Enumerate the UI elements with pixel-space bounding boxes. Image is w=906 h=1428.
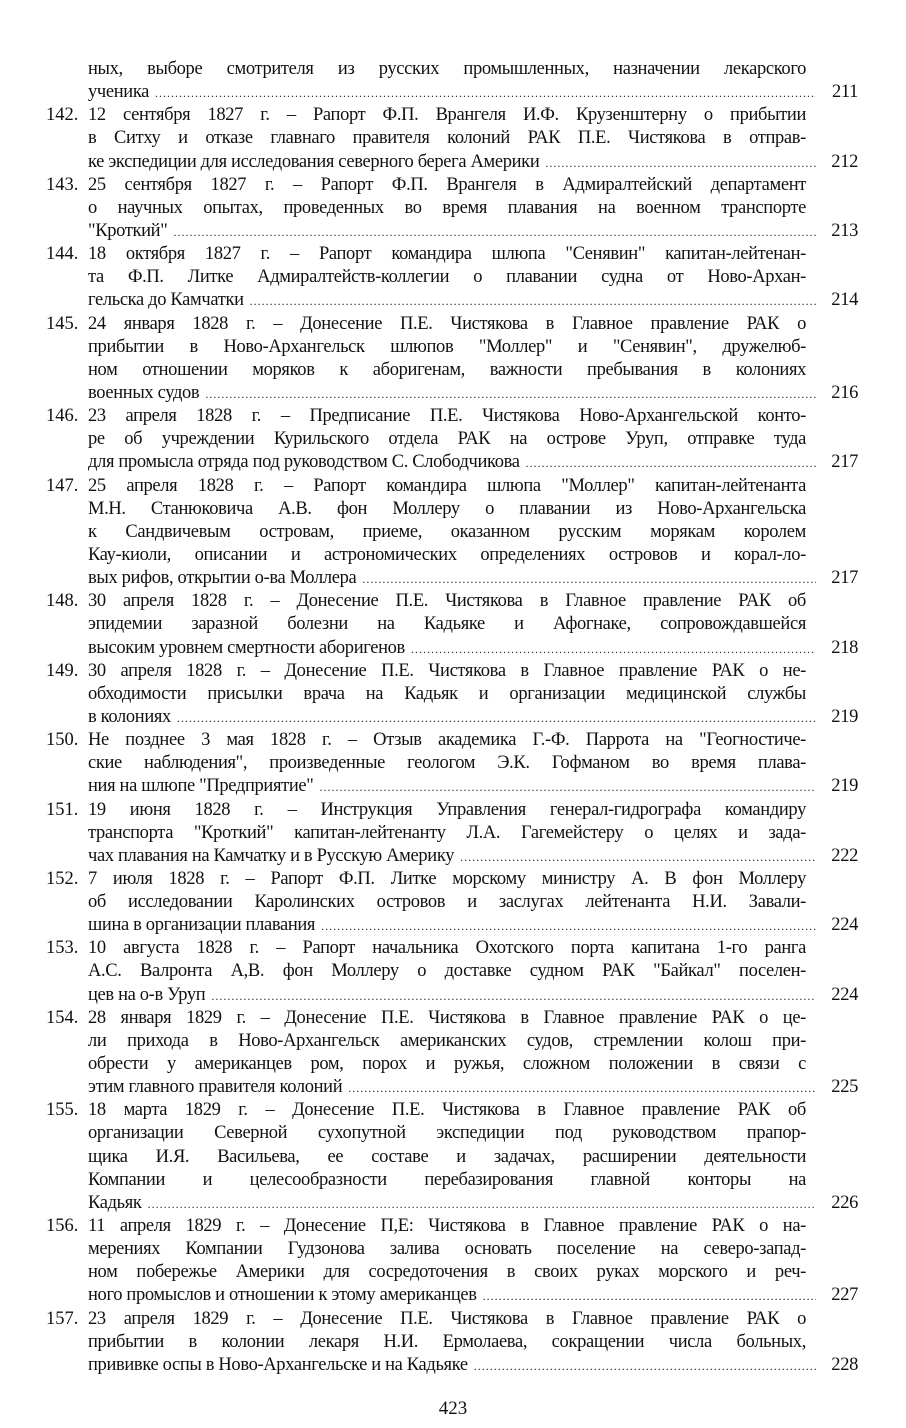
entry-last-line — [88, 845, 858, 868]
entry-text-line: 23 апреля 1829 г. – Донесение П.Е. Чистякова в Главное правление РАК о — [88, 1308, 806, 1329]
entry-page-number: 219 — [831, 706, 858, 727]
entry-number: 148. — [46, 591, 79, 612]
entry-page-number: 217 — [831, 452, 858, 473]
entry-number: 156. — [46, 1216, 79, 1237]
entry-text-line: 30 апреля 1828 г. – Донесение П.Е. Чистякова в Главное правление РАК об — [88, 591, 806, 612]
entry-page-number: 224 — [831, 984, 858, 1005]
entry-last-line — [88, 1284, 858, 1307]
entry-number: 157. — [46, 1308, 79, 1329]
entry-number: 149. — [46, 660, 79, 681]
dot-leader — [250, 290, 816, 313]
entry-text-line: "Кроткий" — [88, 220, 168, 241]
entry-number: 144. — [46, 244, 79, 265]
entry-text-line: М.Н. Станюковича А.В. фон Моллеру о плавании из Ново-Архангельска — [88, 498, 806, 519]
entry-text-line: 23 апреля 1828 г. – Предписание П.Е. Чистякова Ново-Архангельской конто- — [88, 406, 806, 427]
entry-text-line: та Ф.П. Литке Адмиралтейств-коллегии о плавании судна от Ново-Архан- — [88, 267, 806, 288]
toc-entry — [0, 1215, 906, 1308]
toc-entry — [0, 475, 906, 591]
entry-page-number: 214 — [831, 290, 858, 311]
entry-text-line: Кадьяк — [88, 1192, 142, 1213]
dot-leader — [474, 1355, 816, 1378]
entry-text-line: в колониях — [88, 706, 171, 727]
entry-text-line: 25 сентября 1827 г. – Рапорт Ф.П. Врангеля в Адмиралтейский департамент — [88, 174, 806, 195]
dot-leader — [148, 1193, 816, 1216]
entry-text-line: прививке оспы в Ново-Архангельске и на Кадьяке — [88, 1354, 468, 1375]
dot-leader — [460, 846, 816, 869]
toc-entry — [0, 405, 906, 474]
entry-text-line: А.С. Валронта А,В. фон Моллеру о доставке судном РАК "Байкал" поселен- — [88, 961, 806, 982]
entry-text-line: в Ситху и отказе главнаго правителя колоний РАК П.Е. Чистякова в отправ- — [88, 128, 806, 149]
dot-leader — [211, 985, 816, 1008]
entry-number: 155. — [46, 1100, 79, 1121]
entry-text-line: ных, выборе смотрителя из русских промышленных, назначении лекарского — [88, 59, 806, 79]
toc-entry — [0, 729, 906, 798]
entry-text-line: мерениях Компании Гудзонова залива основать поселение на северо-запад- — [88, 1239, 806, 1260]
entry-page-number: 212 — [831, 151, 858, 172]
entry-text-line: 12 сентября 1827 г. – Рапорт Ф.П. Врангеля И.Ф. Крузенштерну о прибытии — [88, 105, 806, 126]
entry-text-line: ния на шлюпе "Предприятие" — [88, 776, 314, 797]
dot-leader — [526, 452, 816, 475]
entry-page-number: 213 — [831, 220, 858, 241]
entry-last-line — [88, 151, 858, 174]
toc-entry — [0, 58, 906, 104]
toc-entry — [0, 1099, 906, 1215]
entry-last-line — [88, 1354, 858, 1377]
entry-number: 150. — [46, 730, 79, 751]
entry-text-line: 28 января 1829 г. – Донесение П.Е. Чистякова в Главное правление РАК о це- — [88, 1007, 806, 1028]
entry-text-line: чах плавания на Камчатку и в Русскую Америку — [88, 845, 455, 866]
toc-entry — [0, 243, 906, 312]
entry-page-number: 211 — [831, 82, 858, 103]
entry-text-line: 11 апреля 1829 г. – Донесение П,Е: Чистякова в Главное правление РАК о на- — [88, 1216, 806, 1237]
entry-last-line — [88, 220, 858, 243]
entry-page-number: 226 — [831, 1192, 858, 1213]
entry-text-line: 30 апреля 1828 г. – Донесение П.Е. Чистякова в Главное правление РАК о не- — [88, 660, 806, 681]
entry-text-line: цев на о-в Уруп — [88, 984, 206, 1005]
toc-entry — [0, 1308, 906, 1377]
entry-number: 142. — [46, 105, 79, 126]
entry-text-line: ного промыслов и отношении к этому американцев — [88, 1285, 477, 1306]
toc-entry — [0, 799, 906, 868]
entry-text-line: высоким уровнем смертности аборигенов — [88, 637, 405, 658]
entry-text-line: военных судов — [88, 382, 200, 403]
entry-number: 151. — [46, 799, 79, 820]
entry-number: 143. — [46, 174, 79, 195]
entry-text-line: организации Северной сухопутной экспедиции под руководством прапор- — [88, 1123, 806, 1144]
entry-page-number: 222 — [831, 845, 858, 866]
toc-entry — [0, 104, 906, 173]
entry-last-line — [88, 775, 858, 798]
dot-leader — [205, 383, 816, 406]
entry-last-line — [88, 1192, 858, 1215]
entry-text-line: обходимости присылки врача на Кадьяк и организации медицинской службы — [88, 683, 806, 704]
entry-number: 145. — [46, 313, 79, 334]
table-of-contents — [0, 58, 906, 1377]
entry-text-line: 19 июня 1828 г. – Инструкция Управления генерал-гидрографа командиру — [88, 799, 806, 820]
entry-page-number: 225 — [831, 1077, 858, 1098]
entry-number: 154. — [46, 1007, 79, 1028]
entry-text-line: транспорта "Кроткий" капитан-лейтенанту Л.А. Гагемейстеру о целях и зада- — [88, 822, 806, 843]
entry-text-line: 24 января 1828 г. – Донесение П.Е. Чистякова в Главное правление РАК о — [88, 313, 806, 334]
entry-last-line — [88, 567, 858, 590]
toc-entry — [0, 1007, 906, 1100]
dot-leader — [319, 776, 816, 799]
entry-page-number: 219 — [831, 776, 858, 797]
entry-text-line: этим главного правителя колоний — [88, 1077, 343, 1098]
toc-entry — [0, 868, 906, 937]
toc-entry — [0, 590, 906, 659]
entry-number: 147. — [46, 475, 79, 496]
entry-text-line: о научных опытах, проведенных во время плавания на военном транспорте — [88, 197, 806, 218]
entry-text-line: 7 июля 1828 г. – Рапорт Ф.П. Литке морскому министру А. В фон Моллеру — [88, 868, 806, 889]
entry-text-line: Компании и целесообразности перебазирования главной конторы на — [88, 1169, 806, 1190]
entry-text-line: ре об учреждении Курильского отдела РАК на острове Уруп, отправке туда — [88, 429, 806, 450]
entry-text-line: Кау-киоли, описании и астрономических определениях островов и корал-ло- — [88, 544, 806, 565]
entry-text-line: ли прихода в Ново-Архангельск американских судов, стремлении колош при- — [88, 1030, 806, 1051]
entry-last-line — [88, 984, 858, 1007]
entry-page-number: 227 — [831, 1285, 858, 1306]
entry-number: 152. — [46, 868, 79, 889]
dot-leader — [321, 915, 816, 938]
entry-page-number: 217 — [831, 568, 858, 589]
entry-page-number: 228 — [831, 1354, 858, 1375]
entry-text-line: ские наблюдения", произведенные геологом Э.К. Гофманом во время плава- — [88, 753, 806, 774]
entry-text-line: ке экспедиции для исследования северного берега Америки — [88, 151, 540, 172]
entry-last-line — [88, 81, 858, 104]
toc-entry — [0, 660, 906, 729]
entry-text-line: ученика — [88, 82, 150, 103]
entry-text-line: к Сандвичевым островам, приеме, оказанном русским морякам королем — [88, 521, 806, 542]
entry-number: 146. — [46, 406, 79, 427]
dot-leader — [411, 638, 816, 661]
dot-leader — [155, 82, 816, 105]
entry-text-line: Не позднее 3 мая 1828 г. – Отзыв академика Г.-Ф. Паррота на "Геогностиче- — [88, 730, 806, 751]
entry-text-line: шина в организации плавания — [88, 915, 316, 936]
entry-last-line — [88, 382, 858, 405]
entry-text-line: вых рифов, открытии о-ва Моллера — [88, 568, 357, 589]
entry-text-line: гельска до Камчатки — [88, 290, 244, 311]
entry-text-line: 10 августа 1828 г. – Рапорт начальника Охотского порта капитана 1-го ранга — [88, 938, 806, 959]
dot-leader — [177, 707, 816, 730]
entry-page-number: 216 — [831, 382, 858, 403]
dot-leader — [173, 221, 816, 244]
entry-last-line — [88, 706, 858, 729]
entry-number: 153. — [46, 938, 79, 959]
dot-leader — [545, 152, 816, 175]
dot-leader — [362, 568, 816, 591]
entry-text-line: прибытии в Ново-Архангельск шлюпов "Моллер" и "Сенявин", дружелюб- — [88, 336, 806, 357]
page-number: 423 — [438, 1398, 468, 1419]
toc-entry — [0, 313, 906, 406]
toc-entry — [0, 937, 906, 1006]
entry-text-line: прибытии в колонии лекаря Н.И. Ермолаева, сокращении числа больных, — [88, 1331, 806, 1352]
entry-text-line: 25 апреля 1828 г. – Рапорт командира шлюпа "Моллер" капитан-лейтенанта — [88, 475, 806, 496]
entry-text-line: обрести у американцев ром, порох и ружья, сложном положении в связи с — [88, 1054, 806, 1075]
entry-last-line — [88, 914, 858, 937]
entry-last-line — [88, 451, 858, 474]
toc-entry — [0, 174, 906, 243]
entry-page-number: 224 — [831, 915, 858, 936]
entry-last-line — [88, 1076, 858, 1099]
entry-text-line: 18 октября 1827 г. – Рапорт командира шлюпа "Сенявин" капитан-лейтенан- — [88, 244, 806, 265]
entry-text-line: для промысла отряда под руководством С. Слободчикова — [88, 452, 520, 473]
dot-leader — [348, 1077, 816, 1100]
entry-text-line: ном побережье Америки для сосредоточения в своих руках морского и реч- — [88, 1262, 806, 1283]
dot-leader — [483, 1285, 816, 1308]
entry-text-line: 18 марта 1829 г. – Донесение П.Е. Чистякова в Главное правление РАК об — [88, 1100, 806, 1121]
entry-text-line: об исследовании Каролинских островов и заслугах лейтенанта Н.И. Завали- — [88, 892, 806, 913]
entry-text-line: эпидемии заразной болезни на Кадьяке и Афогнаке, сопровождавшейся — [88, 614, 806, 635]
entry-page-number: 218 — [831, 637, 858, 658]
entry-text-line: ном отношении моряков к аборигенам, важности пребывания в колониях — [88, 359, 806, 380]
entry-last-line — [88, 637, 858, 660]
entry-text-line: щика И.Я. Васильева, ее составе и задачах, расширении деятельности — [88, 1146, 806, 1167]
entry-last-line — [88, 289, 858, 312]
